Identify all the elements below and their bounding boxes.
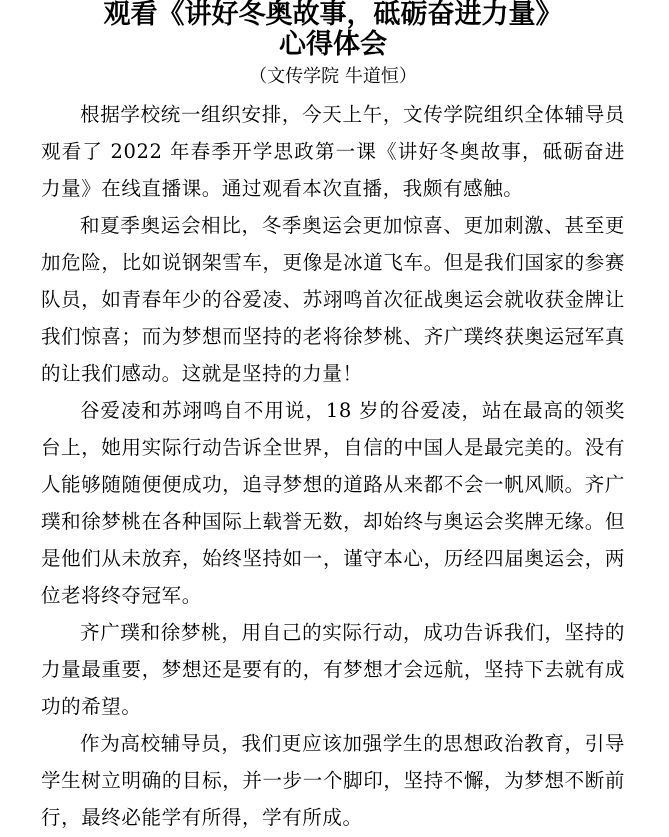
- document-subtitle: 心得体会: [279, 29, 387, 60]
- paragraph-1: 根据学校统一组织安排，今天上午，文传学院组织全体辅导员观看了 2022 年春季开学思政第一课《讲好冬奥故事，砥砺奋进力量》在线直播课。通过观看本次直播，我颇有感触。: [41, 103, 625, 200]
- paragraph-4: 齐广璞和徐梦桃，用自己的实际行动，成功告诉我们，坚持的力量最重要，梦想还是要有的，有梦想才会远航，坚持下去就有成功的希望。: [41, 621, 625, 718]
- author-byline: （文传学院 牛道恒）: [249, 66, 417, 87]
- paragraph-2: 和夏季奥运会相比，冬季奥运会更加惊喜、更加刺激、甚至更加危险，比如说钢架雪车，更像是冰道飞车。但是我们国家的参赛队员，如青春年少的谷爱凌、苏翊鸣首次征战奥运会就收获金牌让我们惊喜；而为梦想而坚持的老将徐梦桃、齐广璞终获奥运冠军真的让我们感动。这就是坚持的力量！: [41, 214, 625, 385]
- document-title: 观看《讲好冬奥故事，砥砺奋进力量》: [103, 0, 563, 30]
- paragraph-5: 作为高校辅导员，我们更应该加强学生的思想政治教育，引导学生树立明确的目标，并一步一个脚印，坚持不懈，为梦想不断前行，最终必能学有所得，学有所成。: [41, 732, 625, 829]
- paragraph-3: 谷爱凌和苏翊鸣自不用说，18 岁的谷爱凌，站在最高的领奖台上，她用实际行动告诉全世界，自信的中国人是最完美的。没有人能够随随便便成功，追寻梦想的道路从来都不会一帆风顺。齐广璞和徐梦桃在各种国际上载誉无数，却始终与奥运会奖牌无缘。但是他们从未放弃，始终坚持如一，谨守本心，历经四届奥运会，两位老将终夺冠军。: [41, 399, 625, 607]
